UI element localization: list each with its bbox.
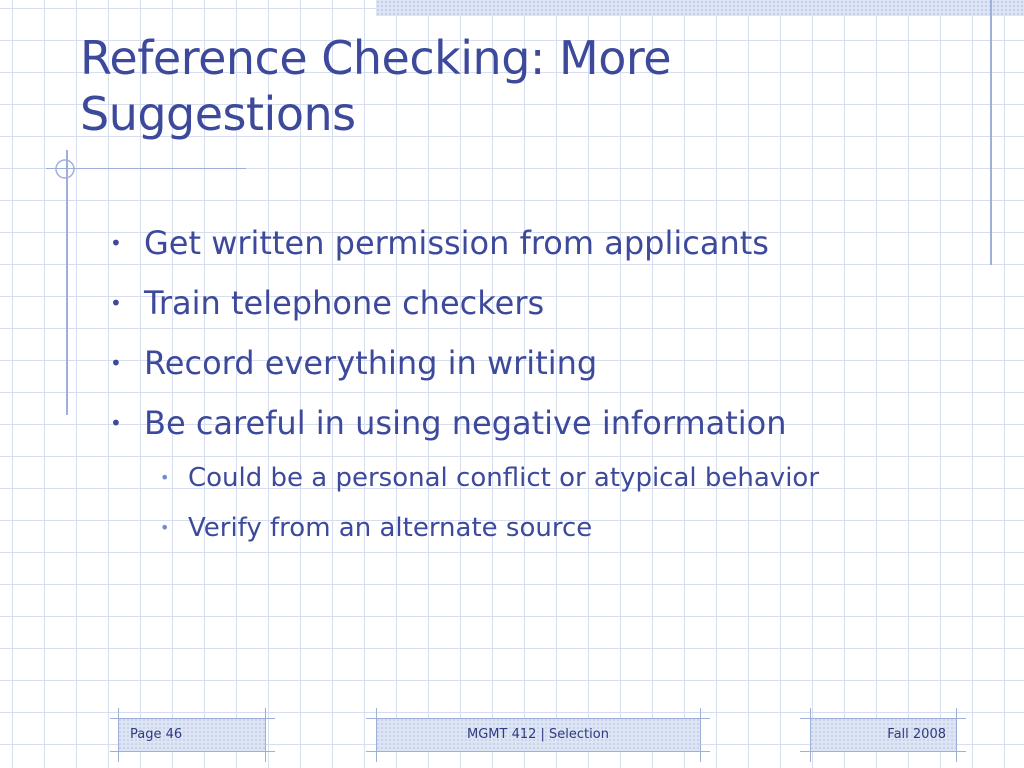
footer-term-box [810,718,956,752]
sub-bullet-dot-icon: • [160,468,170,487]
bullet-dot-icon: • [110,411,122,435]
footer-rule [800,718,966,719]
footer-rule [956,708,957,762]
bullet-text: Get written permission from applicants [144,224,769,262]
footer-rule [110,718,275,719]
bullet-list [104,218,984,556]
bullet-text: Be careful in using negative information [144,404,787,442]
footer-rule [110,751,275,752]
top-decorative-bar [376,0,1024,16]
sub-bullet-item [154,506,984,556]
bullet-dot-icon: • [110,231,122,255]
sub-bullet-item [154,456,984,506]
footer-rule [810,708,811,762]
sub-bullet-text: Could be a personal conflict or atypical behavior [188,463,820,493]
footer-rule [366,718,710,719]
bullet-item [104,218,984,278]
footer-rule [366,751,710,752]
footer-rule [376,708,377,762]
footer-course-title: MGMT 412 | Selection [467,727,609,742]
bullet-dot-icon: • [110,351,122,375]
right-vertical-rule [990,0,992,265]
footer-course-box [376,718,700,752]
sub-bullet-dot-icon: • [160,518,170,537]
left-vertical-rule [66,150,68,415]
footer-page-box [118,718,266,752]
bullet-item [104,398,984,458]
footer-page-number: Page 46 [130,727,183,742]
sub-bullet-text: Verify from an alternate source [188,513,593,543]
crosshair-ornament [52,156,78,182]
bullet-item [104,338,984,398]
bullet-item [104,278,984,338]
footer-rule [700,708,701,762]
bullet-text: Train telephone checkers [144,284,545,322]
footer-rule [118,708,119,762]
footer-term: Fall 2008 [887,727,946,742]
footer-rule [265,708,266,762]
slide-title: Reference Checking: More Suggestions [80,31,672,141]
footer-rule [800,751,966,752]
bullet-text: Record everything in writing [144,344,598,382]
bullet-dot-icon: • [110,291,122,315]
